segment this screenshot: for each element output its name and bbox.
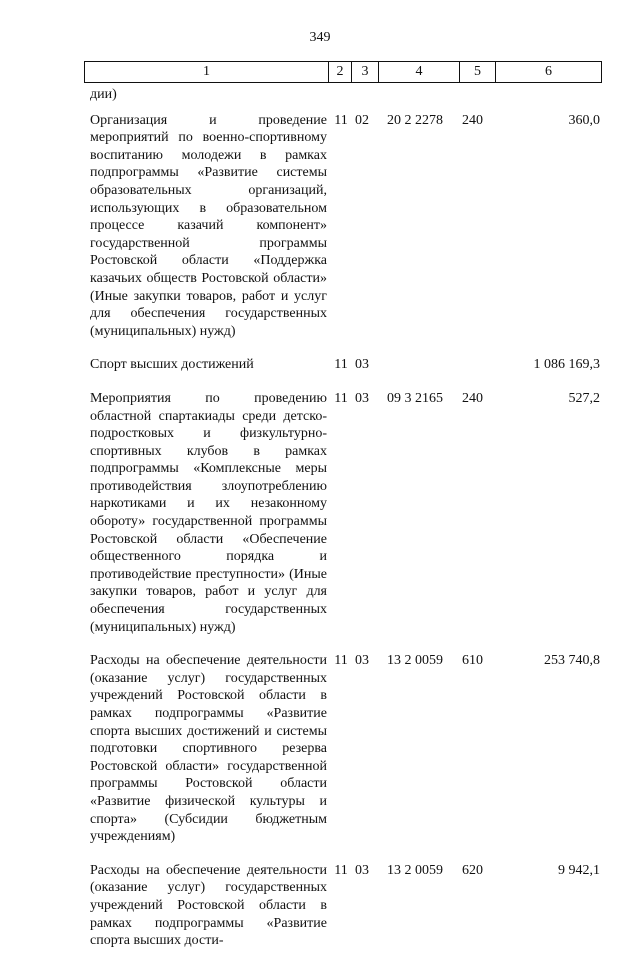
row-description: Организация и проведение мероприятий по военно-спортивному воспитанию молодежи в рамках подпрограммы «Развитие системы образовательных организаций, использующих в образовательном процессе казачий компонент» государственной программы Ростовской области «Поддержка казачьих обществ Ростовской области» (Иные закупки товаров, работ и услуг для обеспечения государственных (муниципальных) нужд) — [90, 112, 327, 339]
row-amount: 527,2 — [568, 390, 600, 406]
table-row — [84, 356, 600, 374]
row-target-code: 13 2 0059 — [387, 653, 443, 669]
row-subsection: 03 — [355, 390, 369, 406]
column-header-3: 3 — [352, 62, 379, 83]
column-header-row — [85, 62, 602, 83]
column-header-6: 6 — [496, 62, 602, 83]
row-amount: 9 942,1 — [558, 862, 600, 878]
row-amount: 360,0 — [568, 112, 600, 128]
row-target-code: 13 2 0059 — [387, 862, 443, 878]
row-section — [327, 86, 349, 104]
table-row — [84, 390, 600, 636]
row-amount: 253 740,8 — [544, 653, 600, 669]
row-expense-type — [455, 356, 490, 374]
row-amount — [490, 86, 600, 104]
table-row — [84, 862, 600, 950]
row-amount: 1 086 169,3 — [533, 357, 600, 373]
row-description: Расходы на обеспечение деятельности (оказание услуг) государственных учреждений Ростовской области в рамках подпрограммы «Развитие спорта высших достижений и системы подготовки спортивного резерва Ростовской области» государственной программы Ростовской области «Развитие физической культуры и спорта» (Субсидии бюджетным учреждениям) — [90, 653, 327, 845]
row-target-code: 09 3 2165 — [387, 390, 443, 406]
table-row — [84, 652, 600, 846]
row-target-code: 20 2 2278 — [387, 112, 443, 128]
row-section: 11 — [334, 357, 348, 373]
row-expense-type — [455, 86, 490, 104]
row-section: 11 — [334, 653, 348, 669]
row-section: 11 — [334, 390, 348, 406]
row-target-code — [375, 356, 455, 374]
row-expense-type: 240 — [462, 112, 483, 128]
row-subsection: 02 — [355, 112, 369, 128]
row-expense-type: 620 — [462, 862, 483, 878]
row-subsection — [349, 86, 375, 104]
row-target-code — [375, 86, 455, 104]
column-header-4: 4 — [379, 62, 460, 83]
row-description: дии) — [90, 87, 117, 102]
row-expense-type: 610 — [462, 653, 483, 669]
column-header-table — [84, 61, 602, 83]
column-header-5: 5 — [460, 62, 496, 83]
row-subsection: 03 — [355, 653, 369, 669]
row-section: 11 — [334, 862, 348, 878]
row-description: Мероприятия по проведению областной спартакиады среди детско-подростковых и физкультурно-спортивных клубов в рамках подпрограммы «Комплексные меры противодействия злоупотреблению наркотиками и их незаконному обороту» государственной программы Ростовской области «Обеспечение общественного порядка и противодействие преступности» (Иные закупки товаров, работ и услуг для обеспечения государственных (муниципальных) нужд) — [90, 390, 327, 635]
table-row — [84, 86, 600, 104]
page-number: 349 — [309, 30, 331, 45]
row-subsection: 03 — [355, 357, 369, 373]
row-description: Спорт высших достижений — [90, 357, 254, 373]
budget-table-body — [84, 86, 600, 966]
table-row — [84, 112, 600, 341]
row-expense-type: 240 — [462, 390, 483, 406]
row-section: 11 — [334, 112, 348, 128]
row-description: Расходы на обеспечение деятельности (оказание услуг) государственных учреждений Ростовской области в рамках подпрограммы «Развитие спорта высших дости- — [90, 862, 327, 949]
column-header-1: 1 — [85, 62, 329, 83]
row-subsection: 03 — [355, 862, 369, 878]
column-header-2: 2 — [329, 62, 352, 83]
